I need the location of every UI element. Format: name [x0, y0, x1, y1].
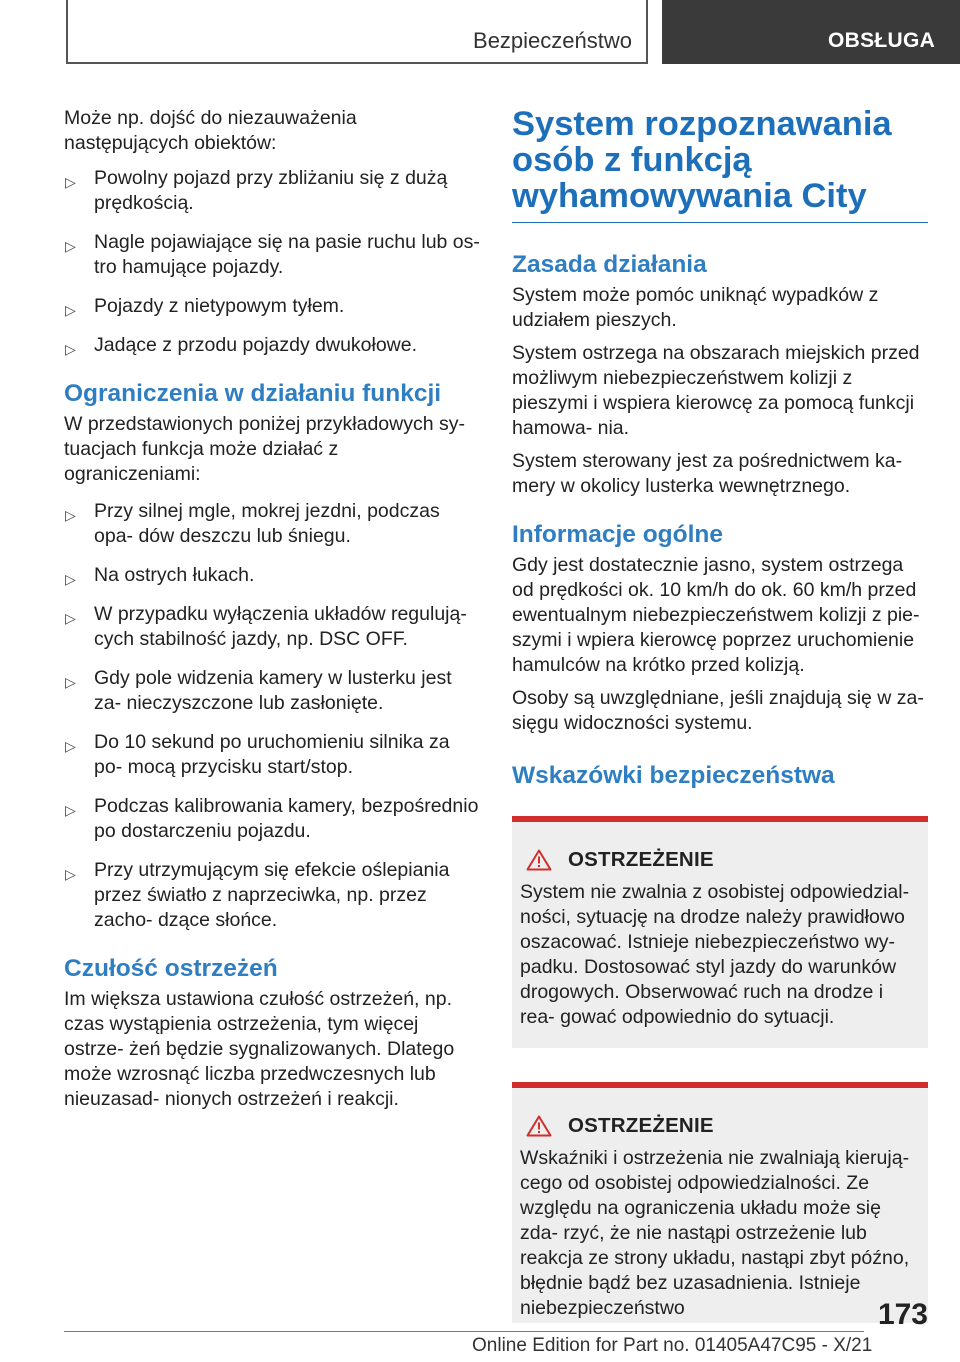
list-item: [64, 563, 480, 588]
list-item-text: Na ostrych łukach.: [94, 564, 255, 586]
limits-intro: W przedstawionych poniżej przykładowych sy- tuacjach funkcja może działać z ograniczeniami:: [64, 413, 465, 485]
warning-title: [520, 1114, 910, 1138]
warning-title: [520, 848, 910, 872]
warning-label: OSTRZEŻENIE: [568, 1114, 714, 1137]
warning-text: Wskaźniki i ostrzeżenia nie zwalniają kierują- cego od osobistej odpowiedzialności. Ze względu na ograniczenia układu może się zda- rzyć, że nie nastąpi ostrzeżenie lub reakcja ze strony układu, nastąpi zbyt późno, błędnie bądź bez uzasadnienia. Istnieje niebezpieczeństwo: [520, 1147, 910, 1319]
triangle-right-icon: ▷: [65, 174, 76, 190]
list-item: [64, 230, 480, 280]
list-item-text: Powolny pojazd przy zbliżaniu się z dużą prędkością.: [94, 167, 448, 214]
header-section-title: Bezpieczeństwo: [473, 28, 632, 53]
left-column: [64, 106, 480, 1120]
objects-list: [64, 166, 480, 358]
triangle-right-icon: ▷: [65, 571, 76, 587]
list-item: [64, 666, 480, 716]
triangle-right-icon: ▷: [65, 738, 76, 754]
triangle-right-icon: ▷: [65, 302, 76, 318]
triangle-right-icon: ▷: [65, 610, 76, 626]
sensitivity-paragraph: Im większa ustawiona czułość ostrzeżeń, np. czas wystąpienia ostrzeżenia, tym więcej ostrze- żeń będzie sygnalizowanych. Dlatego może wzrosnąć liczba przedwczesnych lub nieuzasad- nionych ostrzeżeń i reakcji.: [64, 988, 455, 1110]
footer-divider: [64, 1331, 864, 1332]
page-title: System rozpoznawania osób z funkcją wyhamowywania City: [512, 106, 928, 223]
list-item-text: Jadące z przodu pojazdy dwukołowe.: [94, 334, 418, 356]
principle-paragraph-1: System może pomóc uniknąć wypadków z udziałem pieszych.: [512, 284, 879, 331]
warning-box: [512, 1082, 928, 1323]
triangle-right-icon: ▷: [65, 507, 76, 523]
general-paragraph-1: Gdy jest dostatecznie jasno, system ostrzega od prędkości ok. 10 km/h do ok. 60 km/h przed ewentualnym niebezpieczeństwem kolizji z pie- szymi i wpiera kierowcę poprzez uruchomienie hamulców na krótko przed kolizją.: [512, 554, 920, 676]
list-item-text: Do 10 sekund po uruchomieniu silnika za po- mocą przycisku start/stop.: [94, 731, 450, 778]
list-item: [64, 166, 480, 216]
limits-heading: Ograniczenia w działaniu funkcji: [64, 380, 442, 407]
triangle-right-icon: ▷: [65, 238, 76, 254]
safety-heading: Wskazówki bezpieczeństwa: [512, 762, 835, 789]
principle-paragraph-2: System ostrzega na obszarach miejskich przed możliwym niebezpieczeństwem kolizji z pieszymi i wspiera kierowcę za pomocą funkcji hamowa- nia.: [512, 342, 920, 439]
list-item-text: Przy silnej mgle, mokrej jezdni, podczas opa- dów deszczu lub śniegu.: [94, 500, 440, 547]
list-item-text: Pojazdy z nietypowym tyłem.: [94, 295, 345, 317]
list-item: [64, 294, 480, 319]
warning-triangle-icon: [526, 1115, 552, 1137]
intro-paragraph: Może np. dojść do niezauważenia następujących obiektów:: [64, 107, 357, 154]
triangle-right-icon: ▷: [65, 802, 76, 818]
warning-label: OSTRZEŻENIE: [568, 848, 714, 871]
warning-triangle-icon: [526, 849, 552, 871]
header-section-tab: [66, 0, 648, 64]
footer-edition: Online Edition for Part no. 01405A47C95 - X/21: [472, 1335, 873, 1356]
header-chapter-title: OBSŁUGA: [828, 29, 936, 52]
warning-text: System nie zwalnia z osobistej odpowiedzial- ności, sytuację na drodze należy prawidłowo oszacować. Istnieje niebezpieczeństwo wy- padku. Dostosować styl jazdy do warunków drogowych. Obserwować ruch na drodze i rea- gować odpowiednio do sytuacji.: [520, 881, 910, 1028]
sensitivity-heading: Czułość ostrzeżeń: [64, 955, 278, 982]
warning-box: [512, 816, 928, 1048]
list-item: [64, 858, 480, 933]
general-heading: Informacje ogólne: [512, 521, 724, 548]
triangle-right-icon: ▷: [65, 866, 76, 882]
list-item: [64, 602, 480, 652]
list-item: [64, 499, 480, 549]
right-column: [512, 106, 928, 1323]
page-number: 173: [877, 1298, 928, 1331]
list-item: [64, 730, 480, 780]
list-item: [64, 333, 480, 358]
limits-list: [64, 499, 480, 933]
list-item-text: Gdy pole widzenia kamery w lusterku jest za- nieczyszczone lub zasłonięte.: [94, 667, 452, 714]
triangle-right-icon: ▷: [65, 341, 76, 357]
list-item-text: Przy utrzymującym się efekcie oślepiania przez światło z naprzeciwka, np. przez zacho- dzące słońce.: [94, 859, 450, 931]
principle-heading: Zasada działania: [512, 251, 707, 278]
principle-paragraph-3: System sterowany jest za pośrednictwem ka- mery w okolicy lusterka wewnętrznego.: [512, 450, 903, 497]
triangle-right-icon: ▷: [65, 674, 76, 690]
list-item-text: Podczas kalibrowania kamery, bezpośrednio po dostarczeniu pojazdu.: [94, 795, 479, 842]
list-item-text: W przypadku wyłączenia układów regulują- cych stabilność jazdy, np. DSC OFF.: [94, 603, 467, 650]
header-chapter-tab: [662, 0, 960, 64]
general-paragraph-2: Osoby są uwzględniane, jeśli znajdują się w za- sięgu widoczności systemu.: [512, 687, 924, 734]
list-item-text: Nagle pojawiające się na pasie ruchu lub os- tro hamujące pojazdy.: [94, 231, 480, 278]
list-item: [64, 794, 480, 844]
